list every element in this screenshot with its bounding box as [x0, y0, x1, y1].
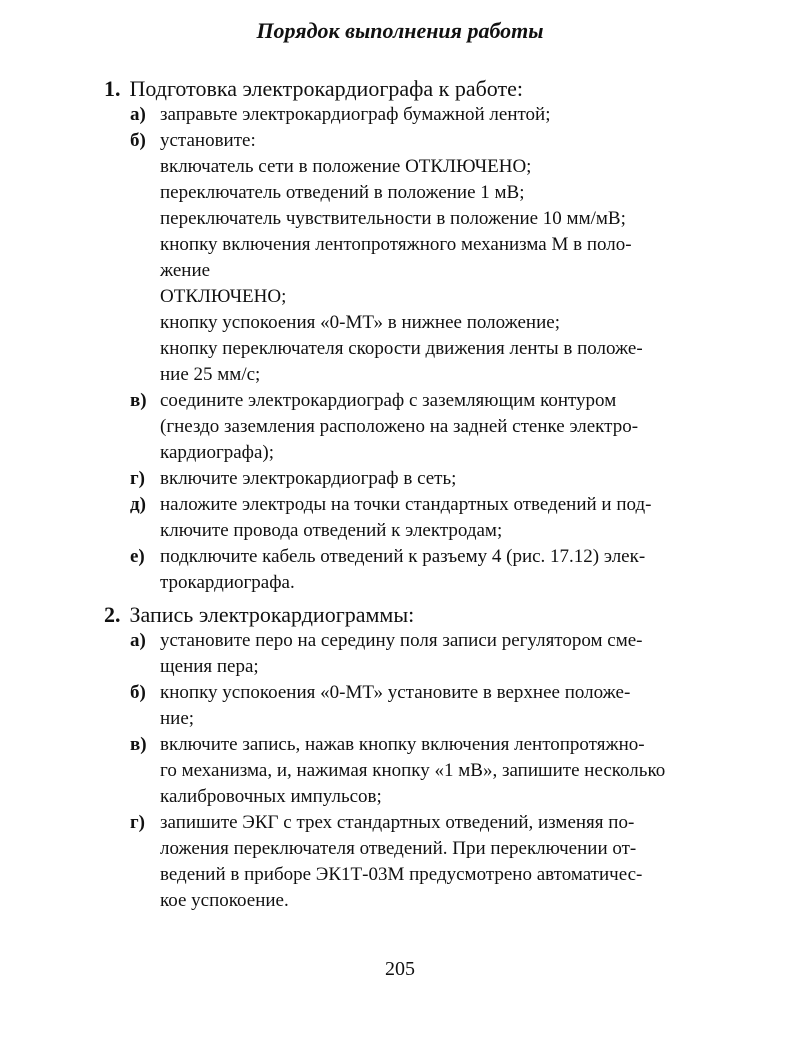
setting-line: ние 25 мм/с;: [160, 364, 261, 385]
section-title: [104, 602, 704, 628]
item-line: трокардиографа.: [160, 572, 295, 593]
setting-line: включатель сети в положение ОТКЛЮЧЕНО;: [160, 156, 532, 177]
item-marker: е): [130, 546, 145, 567]
list-item: [104, 128, 704, 154]
setting-line: кнопку переключателя скорости движения ленты в положе-: [160, 338, 643, 359]
setting-line: ОТКЛЮЧЕНО;: [160, 286, 287, 307]
item-line: калибровочных импульсов;: [160, 786, 382, 807]
section-number: 1.: [104, 76, 121, 101]
section-title: [104, 76, 704, 102]
list-item: [104, 810, 704, 914]
item-line: щения пера;: [160, 656, 259, 677]
list-item: [104, 628, 704, 680]
setting-line: кнопку включения лентопротяжного механизма М в поло-: [160, 234, 632, 255]
section-number: 2.: [104, 602, 121, 627]
item-line: наложите электроды на точки стандартных отведений и под-: [160, 494, 652, 515]
item-marker: г): [130, 468, 145, 489]
item-marker: а): [130, 630, 146, 651]
setting-line: кнопку успокоения «0-МТ» в нижнее положение;: [160, 312, 560, 333]
list-item: [104, 102, 704, 128]
item-line: го механизма, и, нажимая кнопку «1 мВ», запишите несколько: [160, 760, 666, 781]
section-title-text: Подготовка электрокардиографа к работе:: [129, 76, 523, 101]
item-line: включите электрокардиограф в сеть;: [160, 468, 457, 489]
item-line: ложения переключателя отведений. При переключении от-: [160, 838, 637, 859]
item-line: (гнездо заземления расположено на задней стенке электро-: [160, 416, 639, 437]
list-item: [104, 466, 704, 492]
item-line: кое успокоение.: [160, 890, 289, 911]
item-line: ведений в приборе ЭК1Т-03М предусмотрено автоматичес-: [160, 864, 643, 885]
item-line: установите:: [160, 130, 256, 151]
list-item: [104, 544, 704, 596]
page-heading: Порядок выполнения работы: [256, 18, 544, 43]
item-line: кардиографа);: [160, 442, 275, 463]
setting-line: переключатель отведений в положение 1 мВ;: [160, 182, 525, 203]
page-number: 205: [385, 958, 415, 980]
item-marker: в): [130, 734, 147, 755]
setting-line: переключатель чувствительности в положение 10 мм/мВ;: [160, 208, 626, 229]
list-item: [104, 492, 704, 544]
item-line: ние;: [160, 708, 195, 729]
item-marker: в): [130, 390, 147, 411]
list-item: [104, 388, 704, 466]
item-line: установите перо на середину поля записи регулятором сме-: [160, 630, 643, 651]
list-item: [104, 732, 704, 810]
item-line: включите запись, нажав кнопку включения лентопротяжно-: [160, 734, 645, 755]
section-1: [104, 76, 704, 596]
item-line: ключите провода отведений к электродам;: [160, 520, 503, 541]
item-line: соедините электрокардиограф с заземляющим контуром: [160, 390, 617, 411]
list-item: [104, 680, 704, 732]
item-line: заправьте электрокардиограф бумажной лентой;: [160, 104, 551, 125]
section-title-text: Запись электрокардиограммы:: [129, 602, 415, 627]
item-marker: д): [130, 494, 146, 515]
item-marker: а): [130, 104, 146, 125]
item-line: подключите кабель отведений к разъему 4 (рис. 17.12) элек-: [160, 546, 646, 567]
section-2: [104, 602, 704, 914]
item-marker: г): [130, 812, 145, 833]
item-line: кнопку успокоения «0-МТ» установите в верхнее положе-: [160, 682, 631, 703]
item-marker: б): [130, 682, 146, 703]
item-marker: б): [130, 130, 146, 151]
item-line: запишите ЭКГ с трех стандартных отведений, изменяя по-: [160, 812, 635, 833]
setting-line: жение: [160, 260, 211, 281]
